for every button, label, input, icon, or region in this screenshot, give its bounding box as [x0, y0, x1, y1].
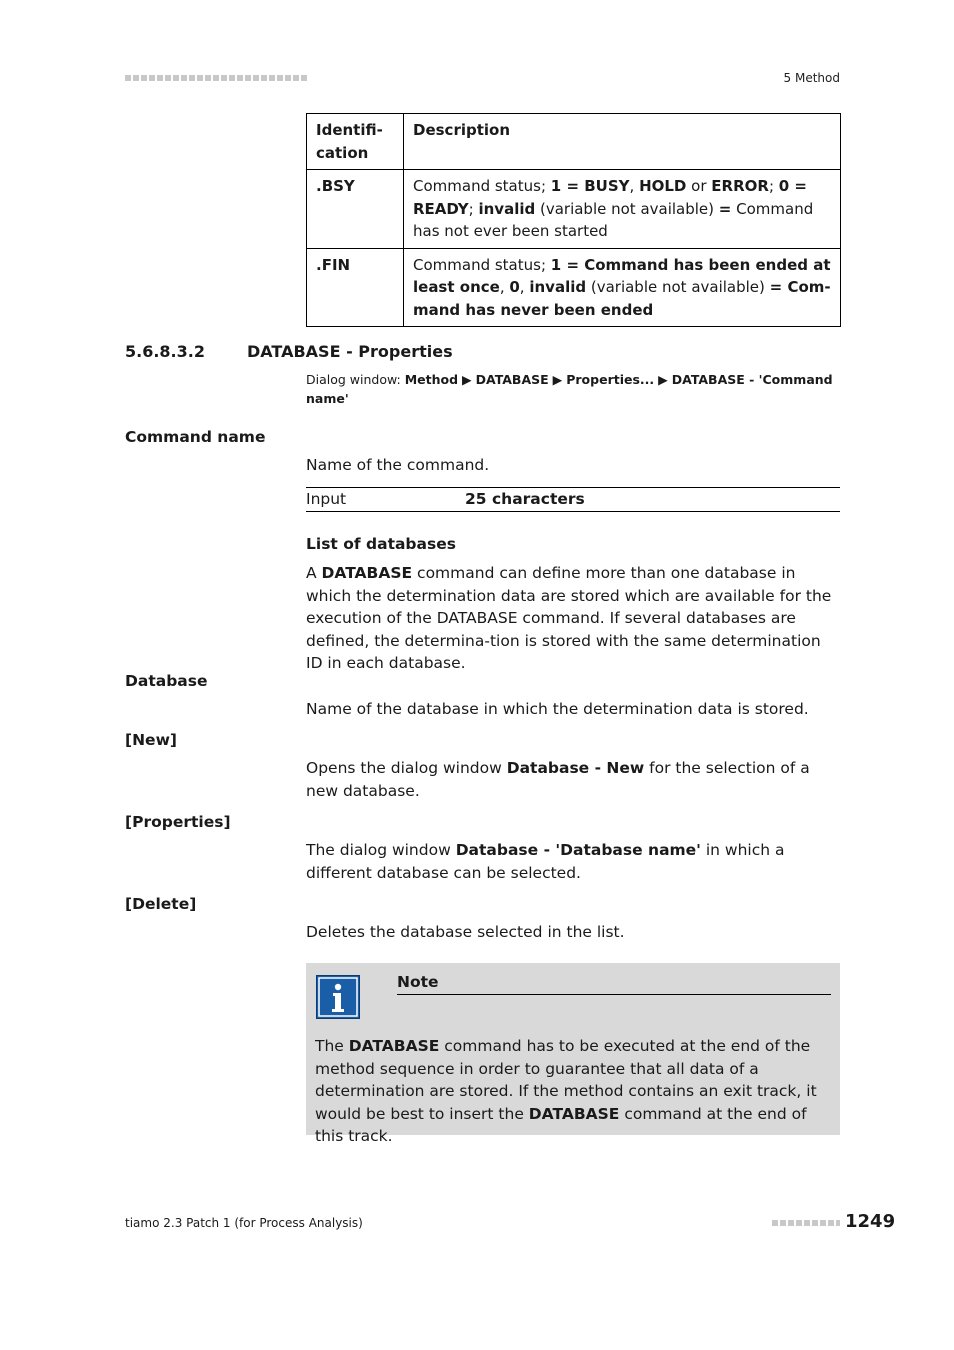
- table-header-row: [307, 114, 841, 170]
- identification-table: [306, 113, 841, 327]
- text-run: A: [306, 564, 322, 582]
- text-run: (variable not available): [535, 199, 719, 218]
- footer-product: tiamo 2.3 Patch 1 (for Process Analysis): [125, 1216, 363, 1230]
- bold-text: 0: [509, 278, 520, 296]
- command-name-label: Command name: [125, 428, 266, 446]
- section-number: 5.6.8.3.2: [125, 342, 205, 361]
- bold-text: DATABASE: [348, 1037, 440, 1055]
- text-run: Command has not ever been started: [413, 199, 814, 240]
- row-identification: .BSY: [307, 170, 404, 249]
- list-of-databases-body: [306, 562, 841, 675]
- bold-text: DATABASE: [528, 1104, 620, 1123]
- properties-description: [306, 839, 841, 884]
- text-run: ;: [468, 199, 479, 218]
- text-run: (variable not available): [586, 278, 770, 296]
- bold-text: invalid: [529, 278, 587, 296]
- bold-text: = Com-mand has never been ended: [413, 278, 831, 319]
- delete-button-label: [Delete]: [125, 895, 197, 913]
- text-run: for the selection of a new database.: [306, 759, 810, 800]
- row-description: [404, 248, 841, 327]
- path-part: Method: [404, 372, 459, 387]
- bold-text: 1 = Command has been ended at least once: [413, 255, 831, 296]
- bold-text: invalid: [478, 199, 536, 218]
- path-part: Properties...: [566, 372, 655, 387]
- path-separator: ▶: [548, 372, 567, 387]
- text-run: ;: [768, 177, 779, 195]
- text-run: Command status;: [413, 177, 551, 195]
- path-separator: ▶: [654, 372, 672, 387]
- header-decoration: [125, 73, 307, 83]
- table-row: [307, 248, 841, 327]
- text-run: Command status;: [413, 255, 551, 274]
- bold-text: DATABASE: [321, 564, 413, 582]
- bold-text: Database - New: [506, 759, 645, 777]
- command-name-description: Name of the command.: [306, 456, 490, 474]
- text-run: in which a different database can be selected.: [306, 841, 785, 882]
- path-separator: ▶: [458, 372, 476, 387]
- input-value: 25 characters: [465, 490, 585, 508]
- bold-text: 0 = READY: [413, 177, 807, 218]
- database-description: Name of the database in which the determination data is stored.: [306, 700, 809, 718]
- bold-text: 1 = BUSY: [550, 177, 630, 195]
- row-description: [404, 170, 841, 249]
- bold-text: =: [718, 199, 732, 218]
- note-title: Note: [397, 973, 439, 991]
- list-of-databases-title: List of databases: [306, 535, 456, 553]
- row-identification: .FIN: [307, 248, 404, 327]
- table-row: [307, 170, 841, 249]
- new-button-label: [New]: [125, 731, 177, 749]
- properties-button-label: [Properties]: [125, 813, 231, 831]
- header-chapter: 5 Method: [783, 71, 840, 85]
- text-run: The: [315, 1037, 349, 1055]
- column-header-description: Description: [404, 114, 841, 170]
- info-icon: [316, 975, 360, 1019]
- page-number: 1249: [845, 1211, 896, 1232]
- text-run: ,: [519, 278, 530, 296]
- text-run: or: [686, 177, 712, 195]
- bold-text: Database - 'Database name': [455, 841, 701, 859]
- bold-text: HOLD: [639, 177, 687, 195]
- delete-description: Deletes the database selected in the list.: [306, 923, 625, 941]
- footer-decoration: [772, 1218, 840, 1228]
- text-run: command at the end of this track.: [315, 1104, 807, 1145]
- path-part: DATABASE: [475, 372, 549, 387]
- input-key: Input: [306, 490, 347, 508]
- bold-text: ERROR: [711, 177, 769, 195]
- column-header-identification: Identifi- cation: [307, 114, 404, 170]
- text-run: command has to be executed at the end of the method sequence in order to guarantee that all data of a determination are stored. If the method contains an exit track, it would be best to insert the: [315, 1037, 817, 1123]
- input-spec-row: [306, 487, 840, 512]
- text-run: The dialog window: [306, 841, 456, 859]
- text-run: ,: [499, 278, 510, 296]
- section-title: DATABASE - Properties: [247, 342, 453, 361]
- dialog-path-prefix: Dialog window:: [306, 372, 405, 387]
- path-part: DATABASE - 'Command name': [306, 372, 833, 406]
- note-body: [315, 1035, 835, 1148]
- note-divider: [397, 994, 831, 995]
- dialog-path: [306, 370, 836, 408]
- text-run: command can define more than one database in which the determination data are stored which are available for the execution of the DATABASE command. If several databases are defined, the determina-tion is stored with the same determination ID in each database.: [306, 564, 832, 672]
- note-box: [306, 963, 840, 1145]
- new-description: [306, 757, 841, 802]
- text-run: ,: [629, 177, 640, 195]
- text-run: Opens the dialog window: [306, 759, 507, 777]
- database-label: Database: [125, 672, 208, 690]
